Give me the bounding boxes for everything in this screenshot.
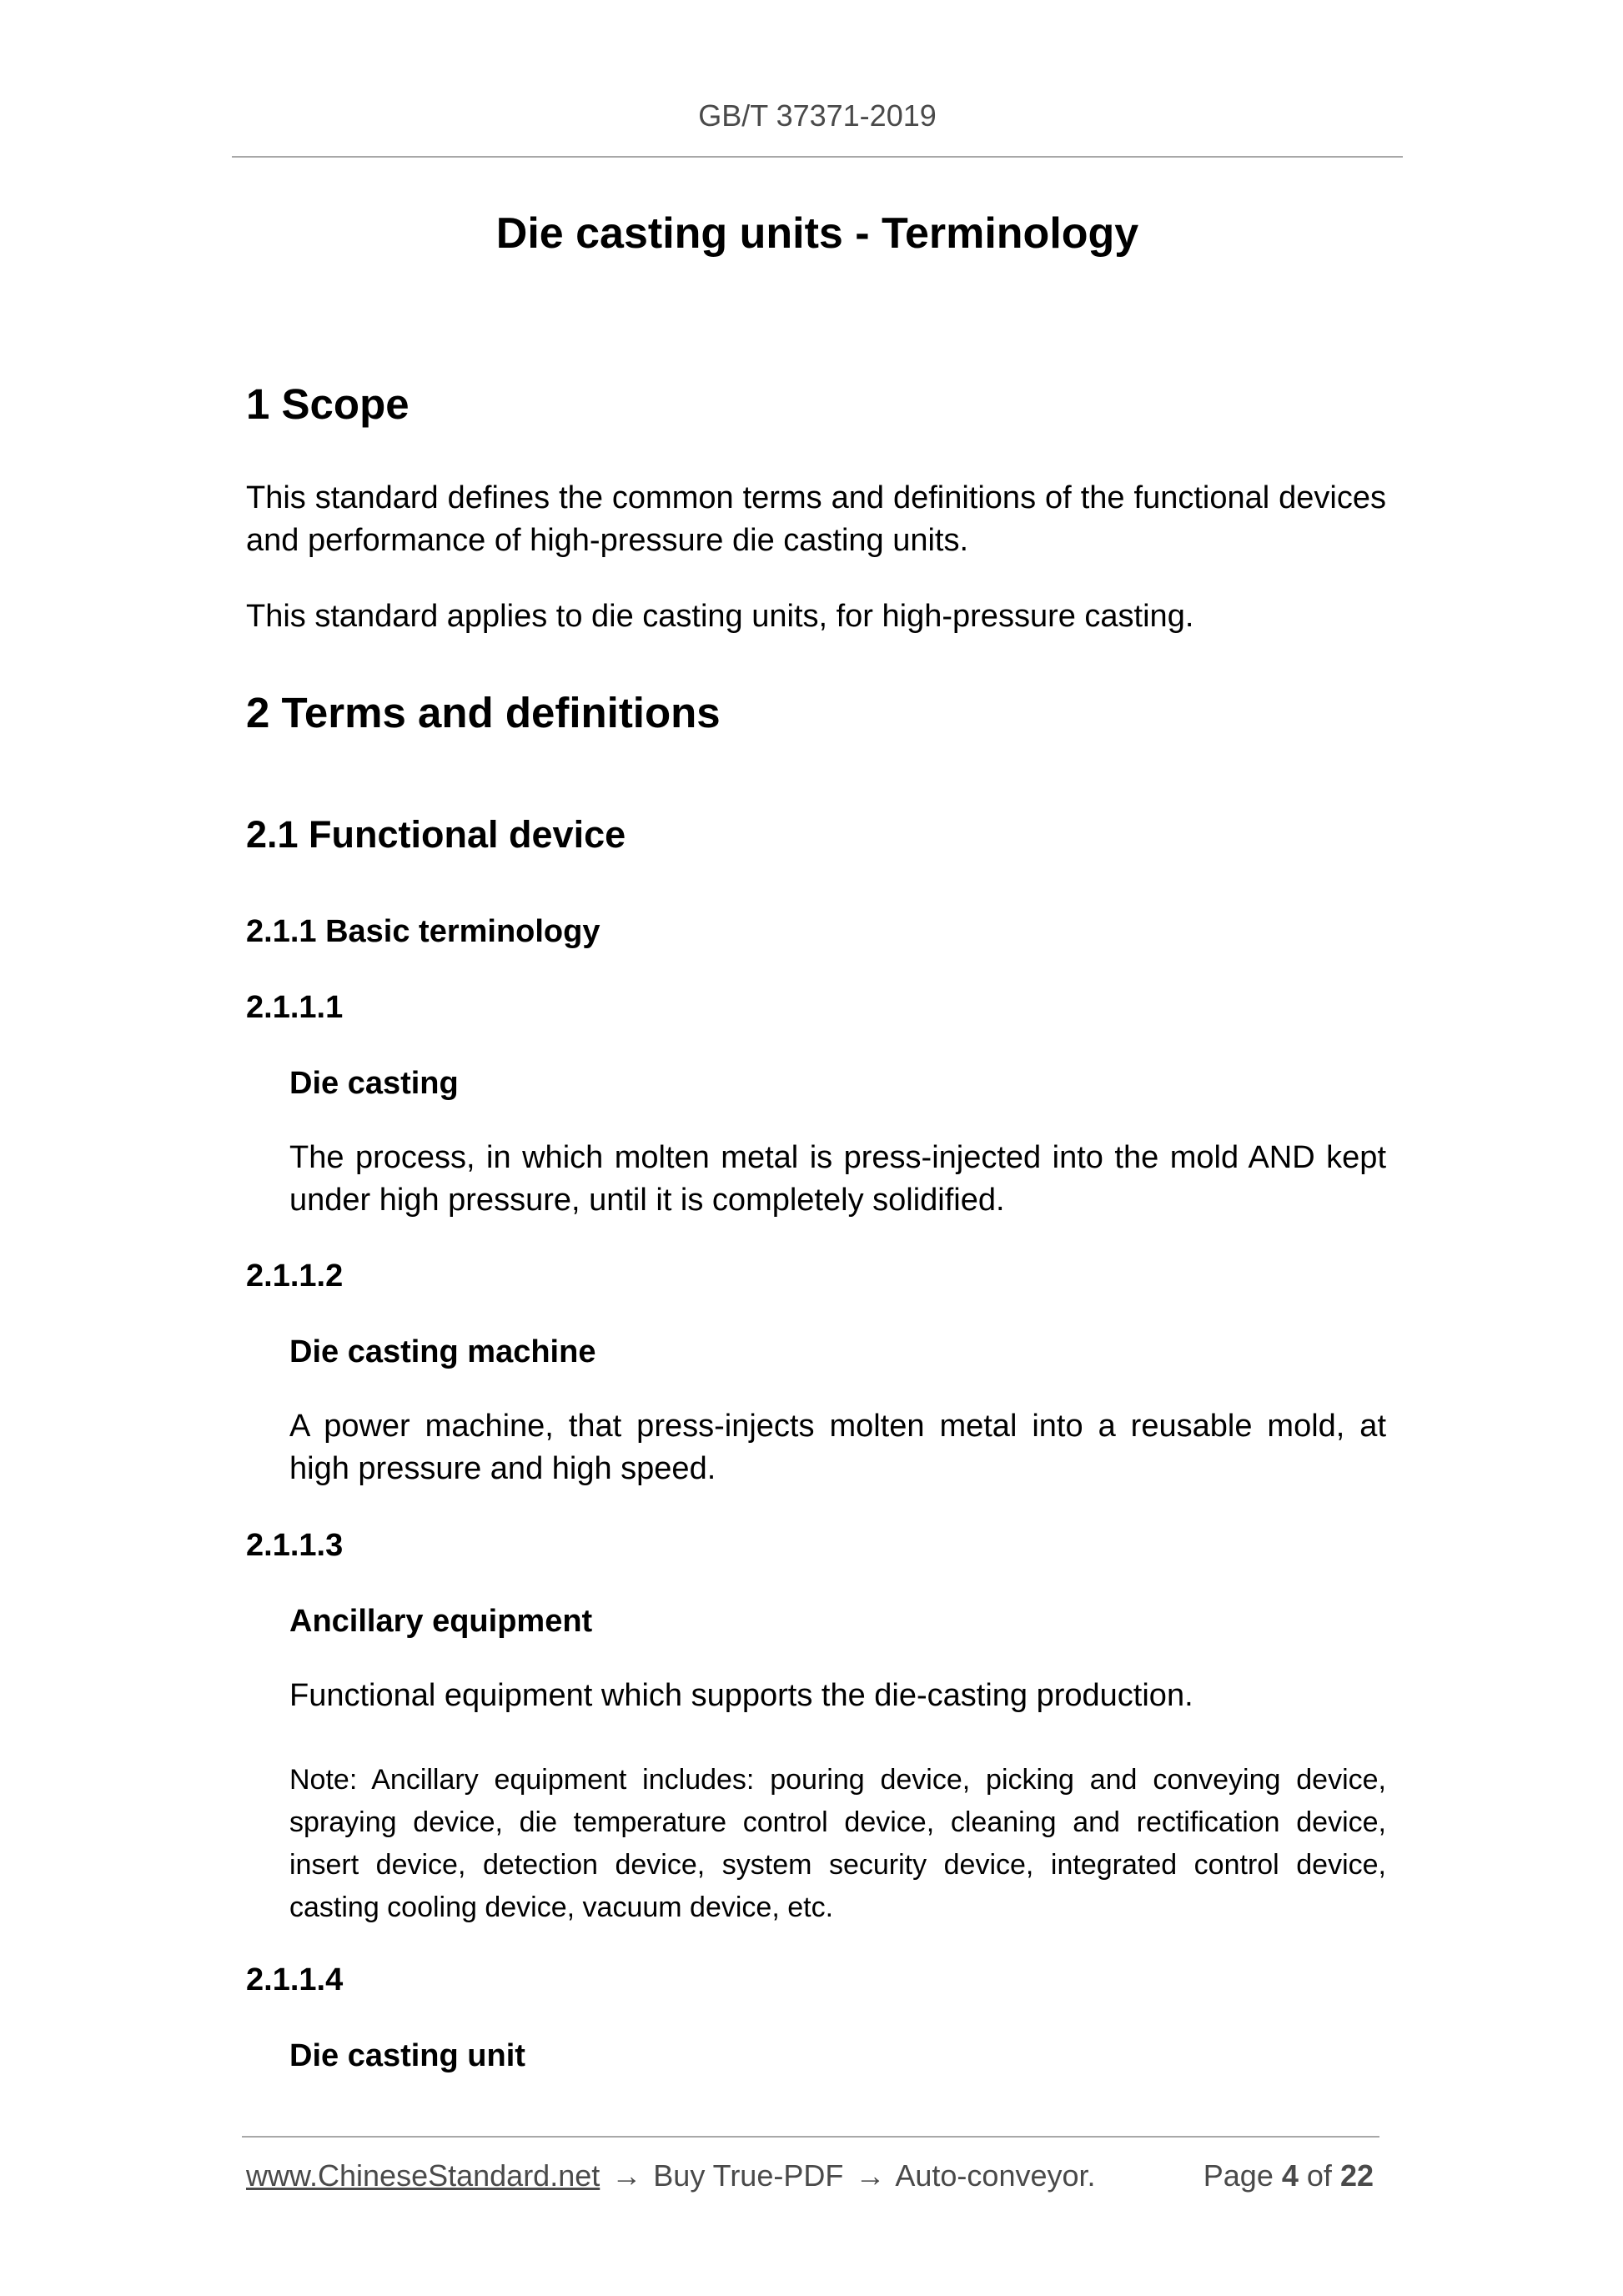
term-definition: The process, in which molten metal is press-injected into the mold AND kept under high pressure, until it is completely solidified. (289, 1140, 1386, 1218)
product-name-text: Auto-conveyor. (895, 2158, 1096, 2193)
arrow-right-icon: → (611, 2158, 642, 2193)
term-number: 2.1.1.3 (246, 1528, 344, 1563)
website-link[interactable]: www.ChineseStandard.net (246, 2158, 600, 2193)
of-label: of (1306, 2158, 1332, 2193)
scope-paragraph-2: This standard applies to die casting units, for high-pressure casting. (246, 599, 1194, 634)
term-note: Note: Ancillary equipment includes: pouring device, picking and conveying device, spraying device, die temperature control device, cleaning and rectification device, insert device, detection device, system security device, integrated control device, casting cooling device, vacuum device, etc. (289, 1764, 1386, 1923)
arrow-right-icon: → (855, 2158, 886, 2193)
subsubsection-basic-terminology-heading: 2.1.1 Basic terminology (246, 914, 600, 949)
standard-code: GB/T 37371-2019 (698, 98, 937, 133)
term-name: Die casting unit (289, 2038, 525, 2073)
section-scope-heading: 1 Scope (246, 380, 410, 428)
term-number: 2.1.1.4 (246, 1962, 344, 1997)
term-number: 2.1.1.2 (246, 1259, 344, 1294)
document-title: Die casting units - Terminology (495, 209, 1139, 258)
term-definition: Functional equipment which supports the die-casting production. (289, 1678, 1193, 1713)
section-terms-heading: 2 Terms and definitions (246, 689, 721, 736)
term-name: Die casting machine (289, 1334, 596, 1369)
footer-links (246, 2158, 1096, 2193)
subsection-functional-device-heading: 2.1 Functional device (246, 813, 626, 856)
footer-divider (242, 2136, 1379, 2138)
page-current: 4 (1281, 2158, 1299, 2193)
page-label: Page (1203, 2158, 1274, 2193)
page-indicator (1203, 2158, 1374, 2193)
term-definition: A power machine, that press-injects molten metal into a reusable mold, at high pressure and high speed. (289, 1409, 1386, 1486)
term-name: Die casting (289, 1066, 459, 1101)
page-total: 22 (1339, 2158, 1374, 2193)
buy-true-pdf-text: Buy True-PDF (653, 2158, 844, 2193)
term-number: 2.1.1.1 (246, 990, 344, 1025)
header-divider (232, 156, 1403, 158)
scope-paragraph-1: This standard defines the common terms and definitions of the functional devices and performance of high-pressure die casting units. (246, 480, 1386, 558)
term-name: Ancillary equipment (289, 1604, 593, 1639)
